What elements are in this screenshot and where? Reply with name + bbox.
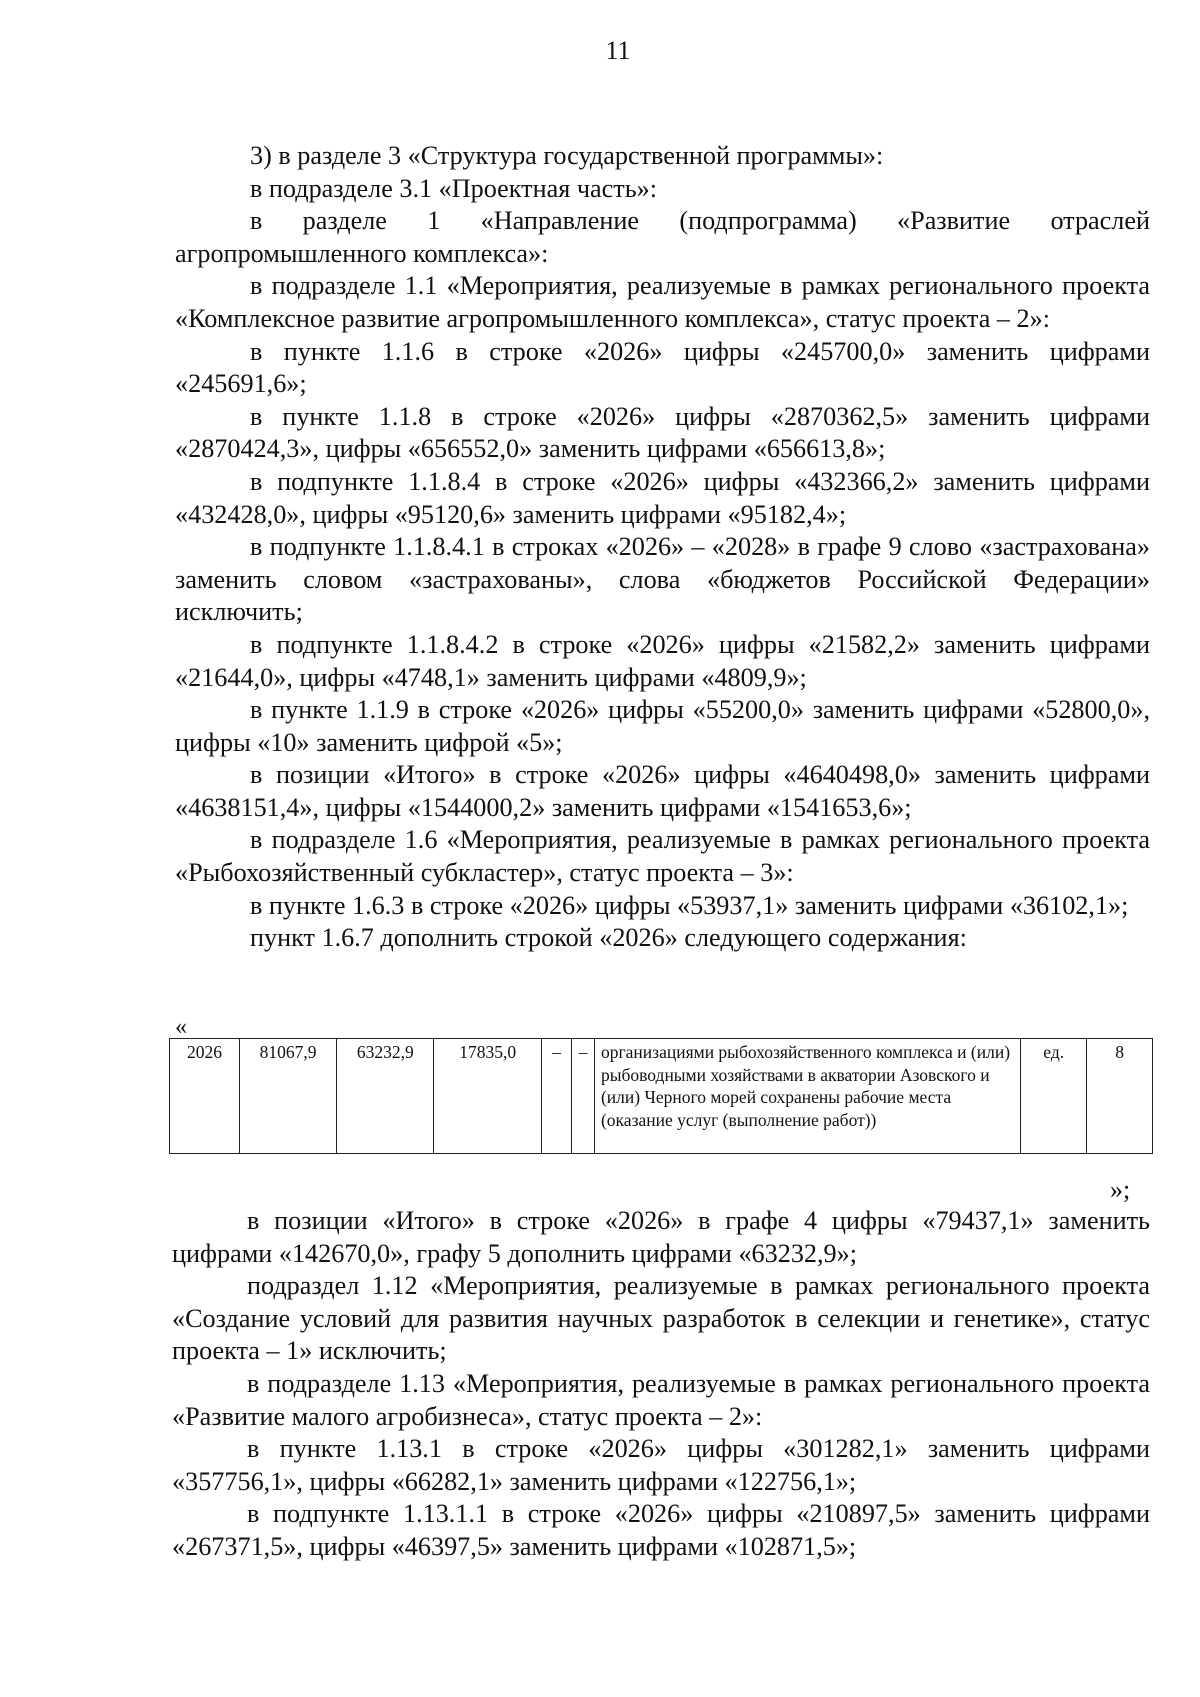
paragraph: в подразделе 1.6 «Мероприятия, реализуемые в рамках регионального проекта «Рыбохозяйственный субкластер», статус проекта – 3»:: [175, 825, 1150, 888]
cell-col-b: 63232,9: [337, 1039, 434, 1154]
paragraph: в пункте 1.1.9 в строке «2026» цифры «55200,0» заменить цифрами «52800,0», цифры «10» заменить цифрой «5»;: [175, 695, 1150, 757]
cell-total: 81067,9: [240, 1039, 337, 1154]
cell-value: 8: [1087, 1039, 1153, 1154]
document-body-top: [175, 140, 1150, 955]
paragraph: в пункте 1.6.3 в строке «2026» цифры «53937,1» заменить цифрами «36102,1»;: [250, 890, 1129, 920]
page-number: 11: [605, 36, 631, 65]
paragraph: в подразделе 1.1 «Мероприятия, реализуемые в рамках регионального проекта «Комплексное развитие агропромышленного комплекса», статус проекта – 2»:: [175, 271, 1150, 333]
paragraph: в позиции «Итого» в строке «2026» в графе 4 цифры «79437,1» заменить цифрами «142670,0», графу 5 дополнить цифрами «63232,9»;: [172, 1206, 1150, 1268]
quote-close-mark: »;: [1110, 1175, 1131, 1204]
cell-unit: ед.: [1021, 1039, 1087, 1154]
document-body-bottom: [172, 1205, 1150, 1564]
cell-year: 2026: [170, 1039, 240, 1154]
cell-dash-1: –: [541, 1039, 571, 1154]
cell-result: организациями рыбохозяйственного комплекса и (или) рыбоводными хозяйствами в акватории Азовского и (или) Черного морей сохранены рабочие места (оказание услуг (выполнение работ)): [594, 1039, 1020, 1154]
amendment-table: [169, 1038, 1153, 1154]
paragraph: в подпункте 1.1.8.4.1 в строках «2026» – «2028» в графе 9 слово «застрахована» заменить словом «застрахованы», слова «бюджетов Российской Федерации» исключить;: [175, 532, 1150, 627]
paragraph: в подразделе 3.1 «Проектная часть»:: [250, 173, 658, 203]
paragraph: в пункте 1.1.8 в строке «2026» цифры «2870362,5» заменить цифрами «2870424,3», цифры «656552,0» заменить цифрами «656613,8»;: [175, 401, 1150, 464]
paragraph: 3) в разделе 3 «Структура государственной программы»:: [250, 141, 884, 170]
paragraph: в подпункте 1.1.8.4 в строке «2026» цифры «432366,2» заменить цифрами «432428,0», цифры «95120,6» заменить цифрами «95182,4»;: [175, 466, 1150, 529]
paragraph: в позиции «Итого» в строке «2026» цифры «4640498,0» заменить цифрами «4638151,4», цифры «1544000,2» заменить цифрами «1541653,6»;: [175, 760, 1150, 822]
paragraph: в разделе 1 «Направление (подпрограмма) «Развитие отраслей агропромышленного комплекса»:: [175, 206, 1150, 268]
paragraph: в подпункте 1.1.8.4.2 в строке «2026» цифры «21582,2» заменить цифрами «21644,0», цифры «4748,1» заменить цифрами «4809,9»;: [175, 629, 1150, 692]
paragraph: пункт 1.6.7 дополнить строкой «2026» следующего содержания:: [250, 923, 967, 953]
cell-col-c: 17835,0: [434, 1039, 542, 1154]
quote-open-mark: «: [175, 1014, 187, 1040]
paragraph: в подпункте 1.13.1.1 в строке «2026» цифры «210897,5» заменить цифрами «267371,5», цифры «46397,5» заменить цифрами «102871,5»;: [172, 1499, 1150, 1561]
paragraph: в подразделе 1.13 «Мероприятия, реализуемые в рамках регионального проекта «Развитие малого агробизнеса», статус проекта – 2»:: [172, 1368, 1150, 1431]
cell-dash-2: –: [572, 1039, 595, 1154]
table-row: [170, 1039, 1153, 1154]
paragraph: в пункте 1.13.1 в строке «2026» цифры «301282,1» заменить цифрами «357756,1», цифры «66282,1» заменить цифрами «122756,1»;: [172, 1434, 1150, 1496]
paragraph: подраздел 1.12 «Мероприятия, реализуемые в рамках регионального проекта «Создание условий для развития научных разработок в селекции и генетике», статус проекта – 1» исключить;: [172, 1271, 1150, 1366]
paragraph: в пункте 1.1.6 в строке «2026» цифры «245700,0» заменить цифрами «245691,6»;: [175, 336, 1150, 399]
